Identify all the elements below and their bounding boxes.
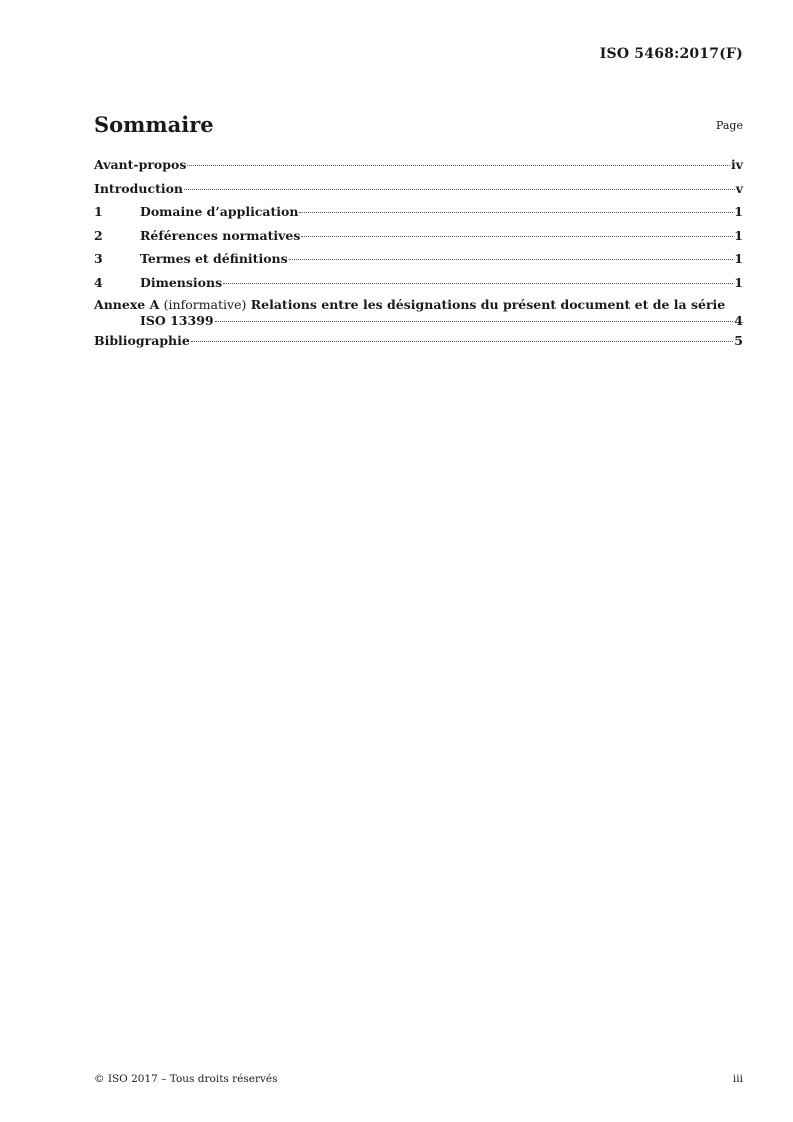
- dot-leader: [299, 212, 733, 213]
- dot-leader: [223, 283, 733, 284]
- toc-entry-page: iv: [730, 157, 743, 172]
- toc-entry-text[interactable]: Bibliographie: [94, 333, 190, 348]
- footer-copyright: © ISO 2017 – Tous droits réservés: [94, 1073, 278, 1085]
- toc-entry-page: 1: [734, 204, 743, 219]
- table-of-contents: [94, 156, 743, 356]
- toc-entry-text[interactable]: Termes et définitions: [140, 251, 288, 266]
- dot-leader: [184, 189, 735, 190]
- toc-entry-domaine[interactable]: [94, 203, 743, 227]
- annex-label[interactable]: Annexe A: [94, 297, 160, 312]
- toc-entry-introduction[interactable]: [94, 180, 743, 204]
- annex-line-2: [94, 313, 743, 329]
- toc-entry-text[interactable]: Références normatives: [140, 227, 301, 243]
- dot-leader: [301, 236, 733, 237]
- toc-entry-annex-a[interactable]: [94, 297, 743, 332]
- dot-leader: [215, 321, 734, 322]
- toc-entry-number: 3: [94, 251, 103, 266]
- toc-entry-references[interactable]: [94, 227, 743, 251]
- dot-leader: [191, 341, 733, 342]
- dot-leader: [289, 259, 734, 260]
- toc-entry-text[interactable]: Introduction: [94, 180, 184, 196]
- toc-entry-text[interactable]: Dimensions: [140, 274, 223, 290]
- toc-entry-dimensions[interactable]: [94, 274, 743, 298]
- footer-page-number: iii: [732, 1073, 743, 1085]
- document-id: ISO 5468:2017(F): [599, 46, 743, 62]
- dot-leader: [187, 165, 730, 166]
- toc-entry-bibliographie[interactable]: [94, 332, 743, 356]
- toc-entry-text[interactable]: Domaine d’application: [140, 204, 299, 219]
- toc-entry-number: 4: [94, 274, 103, 290]
- toc-entry-avant-propos[interactable]: [94, 156, 743, 180]
- page-column-label: Page: [715, 119, 743, 132]
- toc-entry-text[interactable]: Avant-propos: [94, 157, 187, 172]
- toc-entry-page: 1: [734, 227, 743, 243]
- annex-qualifier: (informative): [163, 297, 247, 312]
- toc-title-row: [94, 112, 743, 142]
- toc-entry-page: v: [735, 180, 743, 196]
- toc-entry-page: 5: [734, 333, 743, 348]
- annex-title-line-1[interactable]: Relations entre les désignations du présent document et de la série: [250, 297, 726, 312]
- toc-entry-page: 1: [734, 251, 743, 266]
- toc-entry-page: 4: [734, 313, 743, 328]
- toc-entry-page: 1: [734, 274, 743, 290]
- toc-entry-number: 2: [94, 227, 103, 243]
- toc-entry-number: 1: [94, 204, 103, 219]
- annex-line-1: [94, 297, 743, 313]
- toc-title: Sommaire: [94, 112, 214, 137]
- annex-title-line-2[interactable]: ISO 13399: [140, 313, 214, 328]
- toc-entry-termes[interactable]: [94, 250, 743, 274]
